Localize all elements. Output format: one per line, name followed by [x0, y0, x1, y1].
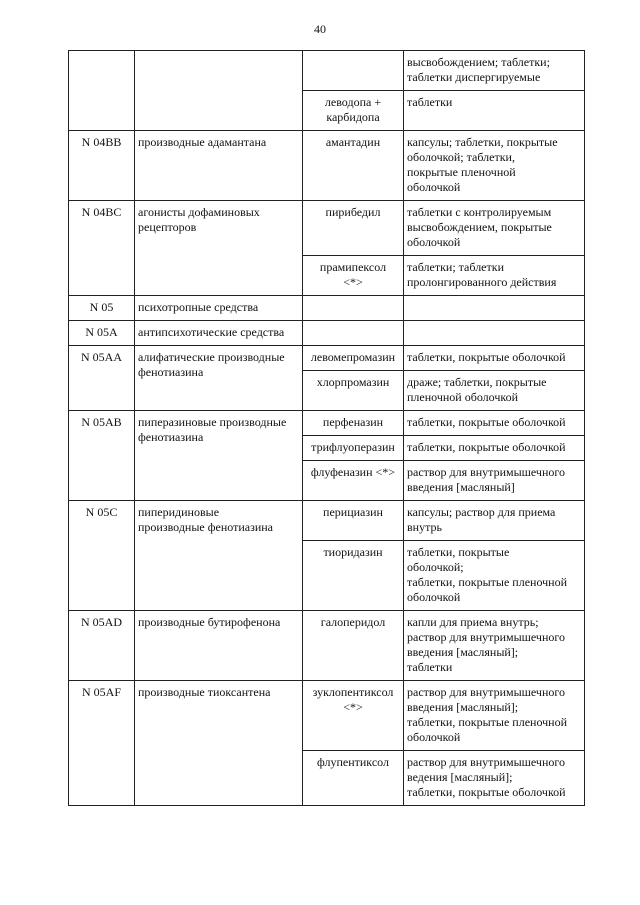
table-row [69, 346, 585, 371]
dosage-form-cell: таблетки, покрытые оболочкой [404, 436, 585, 461]
atc-code-cell: N 05A [69, 321, 135, 346]
pharm-group-cell: агонисты дофаминовых рецепторов [135, 201, 303, 296]
drug-name-cell: хлорпромазин [303, 371, 404, 411]
drug-name-cell: флуфеназин <*> [303, 461, 404, 501]
table-row [69, 51, 585, 91]
dosage-form-cell: раствор для внутримышечного введения [масляный]; таблетки, покрытые пленочной оболочкой [404, 681, 585, 751]
drug-name-cell: тиоридазин [303, 541, 404, 611]
dosage-form-cell: капсулы; раствор для приема внутрь [404, 501, 585, 541]
pharm-group-cell: производные адамантана [135, 131, 303, 201]
dosage-form-cell: таблетки, покрытые оболочкой [404, 346, 585, 371]
drug-name-cell: перициазин [303, 501, 404, 541]
drug-name-cell [303, 51, 404, 91]
page-number: 40 [314, 22, 326, 36]
table-row [69, 201, 585, 256]
atc-code-cell: N 04BB [69, 131, 135, 201]
dosage-form-cell: капсулы; таблетки, покрытые оболочкой; таблетки, покрытые пленочной оболочкой [404, 131, 585, 201]
atc-code-cell: N 04BC [69, 201, 135, 296]
atc-code-cell: N 05AA [69, 346, 135, 411]
drug-table [68, 50, 585, 806]
dosage-form-cell: раствор для внутримышечного ведения [масляный]; таблетки, покрытые оболочкой [404, 751, 585, 806]
dosage-form-cell [404, 296, 585, 321]
drug-name-cell [303, 321, 404, 346]
atc-code-cell: N 05C [69, 501, 135, 611]
table-row [69, 611, 585, 681]
dosage-form-cell: таблетки, покрытые оболочкой [404, 411, 585, 436]
drug-name-cell: леводопа + карбидопа [303, 91, 404, 131]
dosage-form-cell: раствор для внутримышечного введения [масляный] [404, 461, 585, 501]
drug-name-cell: галоперидол [303, 611, 404, 681]
table-row [69, 296, 585, 321]
pharm-group-cell: психотропные средства [135, 296, 303, 321]
dosage-form-cell: высвобождением; таблетки; таблетки диспергируемые [404, 51, 585, 91]
pharm-group-cell: производные бутирофенона [135, 611, 303, 681]
atc-code-cell [69, 51, 135, 131]
dosage-form-cell: таблетки с контролируемым высвобождением, покрытые оболочкой [404, 201, 585, 256]
table-row [69, 681, 585, 751]
pharm-group-cell: алифатические производные фенотиазина [135, 346, 303, 411]
atc-code-cell: N 05AB [69, 411, 135, 501]
atc-code-cell: N 05AD [69, 611, 135, 681]
table-row [69, 501, 585, 541]
dosage-form-cell: капли для приема внутрь; раствор для внутримышечного введения [масляный]; таблетки [404, 611, 585, 681]
table-row [69, 131, 585, 201]
atc-code-cell: N 05AF [69, 681, 135, 806]
dosage-form-cell: таблетки [404, 91, 585, 131]
drug-name-cell: амантадин [303, 131, 404, 201]
dosage-form-cell: таблетки, покрытые оболочкой; таблетки, покрытые пленочной оболочкой [404, 541, 585, 611]
drug-name-cell [303, 296, 404, 321]
atc-code-cell: N 05 [69, 296, 135, 321]
drug-name-cell: трифлуоперазин [303, 436, 404, 461]
drug-name-cell: пирибедил [303, 201, 404, 256]
pharm-group-cell [135, 51, 303, 131]
table-row [69, 321, 585, 346]
dosage-form-cell: драже; таблетки, покрытые пленочной оболочкой [404, 371, 585, 411]
drug-name-cell: флупентиксол [303, 751, 404, 806]
drug-name-cell: зуклопентиксол <*> [303, 681, 404, 751]
drug-name-cell: перфеназин [303, 411, 404, 436]
drug-name-cell: левомепромазин [303, 346, 404, 371]
table-row [69, 411, 585, 436]
pharm-group-cell: пиперазиновые производные фенотиазина [135, 411, 303, 501]
pharm-group-cell: пиперидиновые производные фенотиазина [135, 501, 303, 611]
dosage-form-cell: таблетки; таблетки пролонгированного действия [404, 256, 585, 296]
dosage-form-cell [404, 321, 585, 346]
drug-name-cell: прамипексол <*> [303, 256, 404, 296]
pharm-group-cell: производные тиоксантена [135, 681, 303, 806]
pharm-group-cell: антипсихотические средства [135, 321, 303, 346]
